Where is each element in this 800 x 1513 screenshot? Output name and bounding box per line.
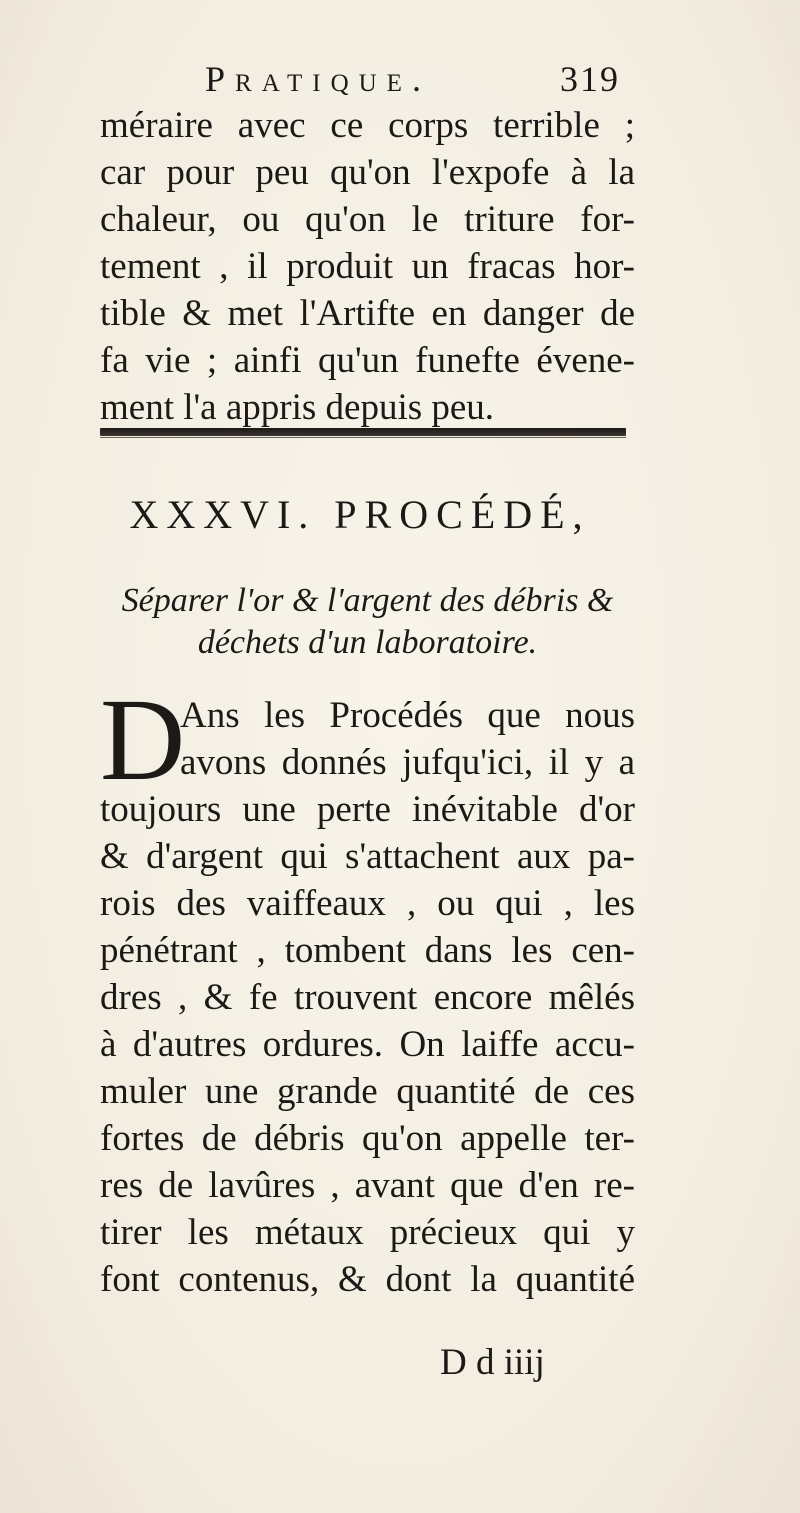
running-head (205, 58, 655, 102)
text-line: tible & met l'Artifte en danger de (100, 293, 635, 334)
paragraph-top (100, 102, 635, 431)
text-line: ment l'a appris depuis peu. (100, 387, 495, 428)
text-line: avons donnés jufqu'ici, il y a (180, 742, 635, 783)
text-line: car pour peu qu'on l'expofe à la (100, 152, 635, 193)
text-line: pénétrant , tombent dans les cen- (100, 930, 635, 971)
section-divider (100, 428, 626, 436)
text-line: méraire avec ce corps terrible ; (100, 105, 635, 146)
text-line: tirer les métaux précieux qui y (100, 1212, 635, 1253)
section-subtitle-line-2: déchets d'un laboratoire. (197, 624, 538, 661)
text-line: res de lavûres , avant que d'en re- (100, 1165, 635, 1206)
text-line: chaleur, ou qu'on le triture for- (100, 199, 635, 240)
page-number: 319 (560, 59, 620, 99)
text-line: dres , & fe trouvent encore mêlés (100, 977, 635, 1018)
text-line: & d'argent qui s'attachent aux pa- (100, 836, 635, 877)
paragraph-main-indented (180, 692, 635, 786)
paragraph-main (100, 786, 635, 1303)
text-line: font contenus, & dont la quantité (100, 1259, 635, 1300)
text-line: fa vie ; ainfi qu'un funefte évene- (100, 340, 635, 381)
section-heading: XXXVI. PROCÉDÉ, (129, 492, 591, 537)
section-divider-hairline (100, 437, 626, 438)
text-line: toujours une perte inévitable d'or (100, 789, 635, 830)
signature-mark: D d iiij (440, 1342, 545, 1383)
text-line: tement , il produit un fracas hor- (100, 246, 635, 287)
section-subtitle-line-1: Séparer l'or & l'argent des débris & (121, 582, 614, 619)
text-line: Ans les Procédés que nous (180, 695, 635, 736)
text-line: fortes de débris qu'on appelle ter- (100, 1118, 635, 1159)
text-line: rois des vaiffeaux , ou qui , les (100, 883, 635, 924)
text-line: muler une grande quantité de ces (100, 1071, 635, 1112)
running-title: Pratique. (205, 59, 431, 99)
text-line: à d'autres ordures. On laiffe accu- (100, 1024, 635, 1065)
drop-cap: D (100, 674, 186, 805)
